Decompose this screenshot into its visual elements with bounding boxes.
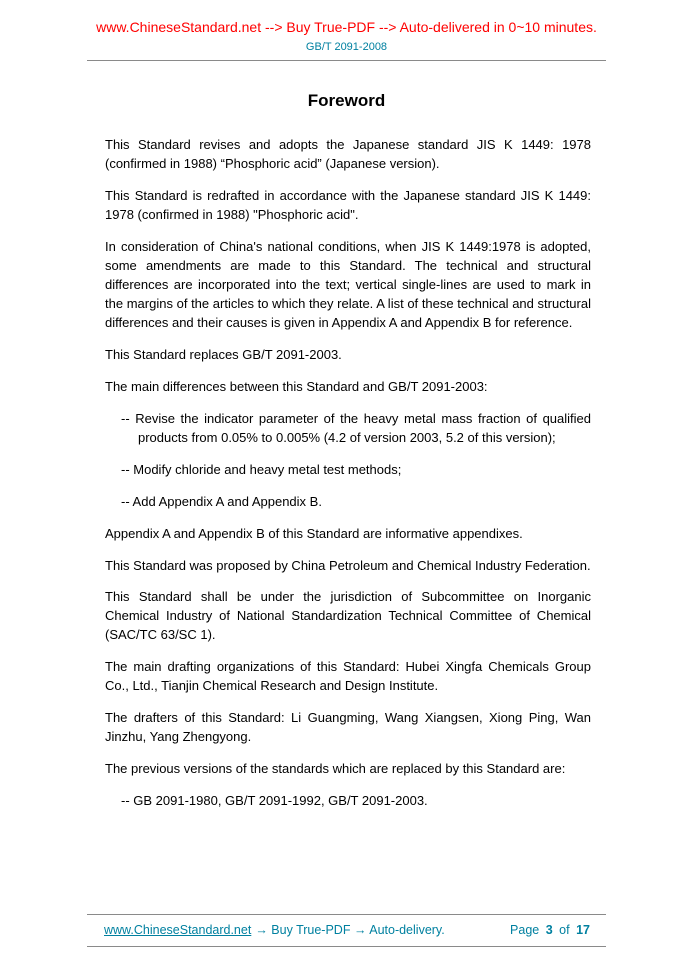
footer-divider-bottom <box>87 946 606 947</box>
page-word: Page <box>510 923 540 937</box>
total-pages: 17 <box>576 923 590 937</box>
foreword-body <box>105 136 591 811</box>
dash-list-item: -- Revise the indicator parameter of the heavy metal mass fraction of qualified products from 0.05% to 0.005% (4.2 of version 2003, 5.2 of this version); <box>121 410 591 445</box>
foreword-paragraph: Appendix A and Appendix B of this Standard are informative appendixes. <box>105 525 523 541</box>
footer-promo <box>104 923 445 937</box>
header-divider <box>87 60 606 61</box>
footer-site-link[interactable]: www.ChineseStandard.net <box>104 923 252 937</box>
foreword-paragraph: This Standard was proposed by China Petroleum and Chemical Industry Federation. <box>105 557 591 573</box>
dash-list-item: -- Add Appendix A and Appendix B. <box>121 493 322 509</box>
header-promo-link[interactable]: www.ChineseStandard.net --> Buy True-PDF --> Auto-delivered in 0~10 minutes. <box>96 19 597 35</box>
dash-list-item: -- Modify chloride and heavy metal test methods; <box>121 461 402 477</box>
foreword-paragraph: The main differences between this Standard and GB/T 2091-2003: <box>105 378 488 394</box>
page-number: 3 <box>545 923 553 937</box>
page-title: Foreword <box>307 91 386 110</box>
standard-code: GB/T 2091-2008 <box>305 41 388 53</box>
page-footer <box>87 914 606 947</box>
foreword-paragraph: This Standard revises and adopts the Japanese standard JIS K 1449: 1978 (confirmed in 1988) “Phosphoric acid” (Japanese version). <box>105 137 591 171</box>
foreword-paragraph: This Standard replaces GB/T 2091-2003. <box>105 346 342 362</box>
of-word: of <box>559 923 570 937</box>
foreword-paragraph: This Standard is redrafted in accordance with the Japanese standard JIS K 1449: 1978 (confirmed in 1988) "Phosphoric acid". <box>105 187 591 222</box>
foreword-paragraph: This Standard shall be under the jurisdiction of Subcommittee on Inorganic Chemical Industry of National Standardization Technical Committee of Chemical (SAC/TC 63/SC 1). <box>105 589 591 643</box>
foreword-paragraph: The previous versions of the standards which are replaced by this Standard are: <box>105 761 566 777</box>
page-indicator <box>510 923 590 937</box>
dash-list-item: -- GB 2091-1980, GB/T 2091-1992, GB/T 2091-2003. <box>121 793 428 809</box>
foreword-paragraph: The drafters of this Standard: Li Guangming, Wang Xiangsen, Xiong Ping, Wan Jinzhu, Yang Zhengyong. <box>105 710 591 745</box>
foreword-paragraph: The main drafting organizations of this Standard: Hubei Xingfa Chemicals Group Co., Ltd., Tianjin Chemical Research and Design Institute. <box>105 659 591 694</box>
footer-tagline: → Buy True-PDF → Auto-delivery. <box>255 923 445 937</box>
foreword-paragraph: In consideration of China's national conditions, when JIS K 1449:1978 is adopted, some amendments are made to this Standard. The technical and structural differences are incorporated into the text; vertical single-lines are used to mark in the margins of the articles to which they relate. A list of these technical and structural differences and their causes is given in Appendix A and Appendix B for reference. <box>105 238 591 330</box>
